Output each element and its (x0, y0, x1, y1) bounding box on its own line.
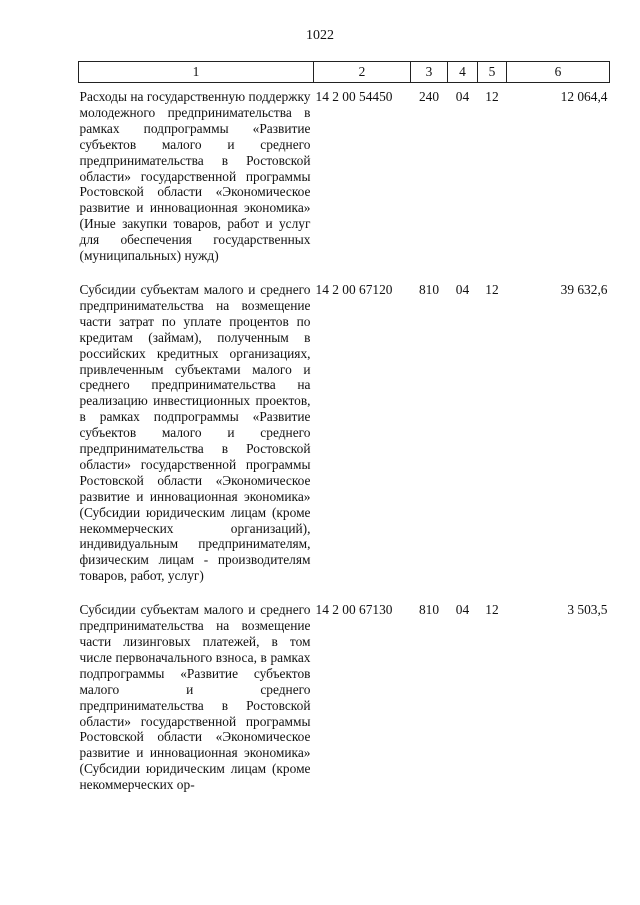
column-header-4: 4 (448, 62, 478, 83)
row-amount: 3 503,5 (567, 602, 608, 618)
page-number: 1022 (306, 28, 334, 43)
row-description: Субсидии субъектам малого и среднего предпринимательства на возмещение части лизинговых платежей, в том числе первоначального взноса, в рамках подпрограммы «Развитие субъектов малого и среднего предпринимательства в Ростовской области» государственной программы Ростовской области «Экономическое развитие и инновационная экономика» (Субсидии юридическим лицам (кроме некоммерческих ор- (79, 602, 311, 793)
table-header-row (79, 62, 610, 83)
row-description: Субсидии субъектам малого и среднего предпринимательства на возмещение части затрат по уплате процентов по кредитам (займам), полученным в российских кредитных организациях, привлеченным субъектами малого и среднего предпринимательства на реализацию инвестиционных проектов, в рамках подпрограммы «Развитие субъектов малого и среднего предпринимательства в Ростовской области» государственной программы Ростовской области «Экономическое развитие и инновационная экономика» (Субсидии юридическим лицам (кроме некоммерческих организаций), индивидуальным предпринимателям, физическим лицам - производителям товаров, работ, услуг) (79, 281, 311, 584)
row-subsection: 12 (485, 602, 499, 618)
row-subsection: 12 (485, 89, 499, 104)
table-row (79, 596, 610, 805)
row-target-code: 14 2 00 67130 (315, 602, 393, 618)
column-header-1: 1 (79, 62, 314, 83)
row-expense-type: 810 (418, 281, 440, 297)
column-header-3: 3 (411, 62, 448, 83)
table-row (79, 276, 610, 596)
table-row (79, 83, 610, 276)
budget-table (78, 61, 610, 805)
row-section: 04 (455, 281, 470, 297)
column-header-6: 6 (507, 62, 610, 83)
column-header-2: 2 (314, 62, 411, 83)
row-target-code: 14 2 00 54450 (315, 89, 393, 104)
row-description: Расходы на государственную поддержку молодежного предпринимательства в рамках подпрограммы «Развитие субъектов малого и среднего предпринимательства в Ростовской области» государственной программы Ростовской области «Экономическое развитие и инновационная экономика» (Иные закупки товаров, работ и услуг для обеспечения государственных (муниципальных) нужд) (79, 89, 311, 264)
row-section: 04 (455, 602, 470, 618)
row-amount: 39 632,6 (560, 281, 608, 297)
row-expense-type: 240 (418, 89, 440, 104)
row-subsection: 12 (485, 281, 499, 297)
column-header-5: 5 (478, 62, 507, 83)
row-expense-type: 810 (418, 602, 440, 618)
row-section: 04 (455, 89, 470, 104)
row-amount: 12 064,4 (560, 89, 608, 104)
row-target-code: 14 2 00 67120 (315, 281, 393, 297)
